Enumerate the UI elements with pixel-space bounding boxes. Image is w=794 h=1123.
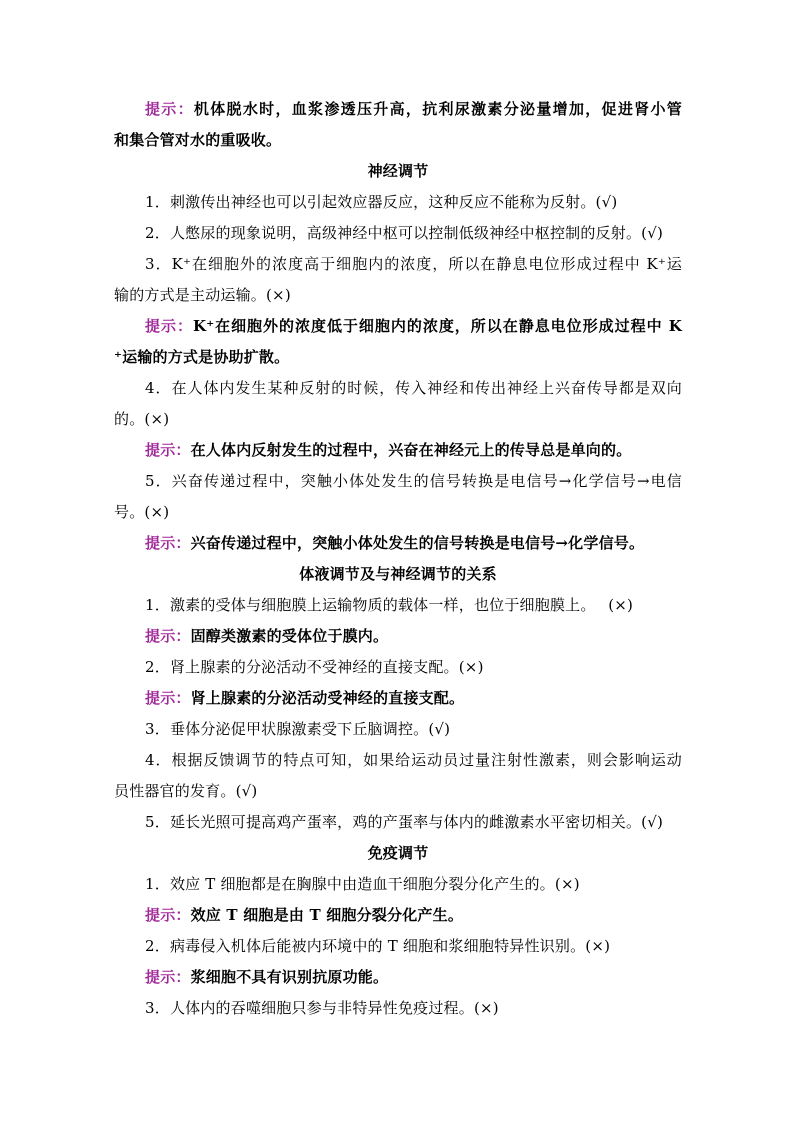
question-item: 1．效应 T 细胞都是在胸腺中由造血干细胞分裂分化产生的。(×) xyxy=(145,875,580,893)
question-item-cont: 员性器官的发育。(√) xyxy=(114,782,258,800)
section-heading-neural: 神经调节 xyxy=(367,162,429,180)
document-content xyxy=(114,94,682,1024)
hint-line xyxy=(114,683,682,714)
question-item: 5．延长光照可提高鸡产蛋率，鸡的产蛋率与体内的雌激素水平密切相关。(√) xyxy=(145,813,664,831)
hint-line xyxy=(114,435,682,466)
question-item-cont: 的。(×) xyxy=(114,410,170,428)
hint-label: 提示： xyxy=(145,627,191,645)
question-item: 2．病毒侵入机体后能被内环境中的 T 细胞和浆细胞特异性识别。(×) xyxy=(145,937,611,955)
hint-line-cont: 和集合管对水的重吸收。 xyxy=(114,131,282,149)
question-item: 2．肾上腺素的分泌活动不受神经的直接支配。(×) xyxy=(145,658,484,676)
hint-label: 提示： xyxy=(145,100,194,118)
hint-text: 兴奋传递过程中，突触小体处发生的信号转换是电信号→化学信号。 xyxy=(190,534,645,552)
hint-label: 提示： xyxy=(145,906,191,924)
question-item: 3．垂体分泌促甲状腺激素受下丘脑调控。(√) xyxy=(145,720,451,738)
question-item: 1．激素的受体与细胞膜上运输物质的载体一样，也位于细胞膜上。 (×) xyxy=(145,596,634,614)
hint-text: 浆细胞不具有识别抗原功能。 xyxy=(190,968,389,986)
hint-line xyxy=(114,528,682,559)
hint-line xyxy=(114,94,682,125)
hint-text: 机体脱水时，血浆渗透压升高，抗利尿激素分泌量增加，促进肾小管 xyxy=(193,100,682,118)
question-item-cont: 输的方式是主动运输。(×) xyxy=(114,286,291,304)
question-item: 3．K⁺在细胞外的浓度高于细胞内的浓度，所以在静息电位形成过程中 K⁺运 xyxy=(145,255,682,273)
hint-text: 固醇类激素的受体位于膜内。 xyxy=(190,627,389,645)
hint-line-cont: ⁺运输的方式是协助扩散。 xyxy=(114,348,290,366)
question-item-cont: 号。(×) xyxy=(114,503,170,521)
hint-label: 提示： xyxy=(145,689,191,707)
question-item: 4．在人体内发生某种反射的时候，传入神经和传出神经上兴奋传导都是双向 xyxy=(145,379,682,397)
hint-text: 在人体内反射发生的过程中，兴奋在神经元上的传导总是单向的。 xyxy=(190,441,632,459)
hint-label: 提示： xyxy=(145,317,193,335)
question-item: 4．根据反馈调节的特点可知，如果给运动员过量注射性激素，则会影响运动 xyxy=(145,751,682,769)
hint-text: 效应 T 细胞是由 T 细胞分裂分化产生。 xyxy=(190,906,464,924)
hint-line xyxy=(114,311,682,342)
hint-text: 肾上腺素的分泌活动受神经的直接支配。 xyxy=(190,689,465,707)
hint-label: 提示： xyxy=(145,968,191,986)
question-item: 5．兴奋传递过程中，突触小体处发生的信号转换是电信号→化学信号→电信 xyxy=(145,472,682,490)
hint-label: 提示： xyxy=(145,441,191,459)
hint-line xyxy=(114,621,682,652)
section-heading-immune: 免疫调节 xyxy=(367,844,429,862)
hint-text: K⁺在细胞外的浓度低于细胞内的浓度，所以在静息电位形成过程中 K xyxy=(192,317,682,335)
question-item: 3．人体内的吞噬细胞只参与非特异性免疫过程。(×) xyxy=(145,999,499,1017)
question-item: 2．人憋尿的现象说明，高级神经中枢可以控制低级神经中枢控制的反射。(√) xyxy=(145,224,664,242)
hint-label: 提示： xyxy=(145,534,191,552)
hint-line xyxy=(114,962,682,993)
question-item: 1．刺激传出神经也可以引起效应器反应，这种反应不能称为反射。(√) xyxy=(145,193,618,211)
section-heading-humoral: 体液调节及与神经调节的关系 xyxy=(299,565,497,583)
hint-line xyxy=(114,900,682,931)
